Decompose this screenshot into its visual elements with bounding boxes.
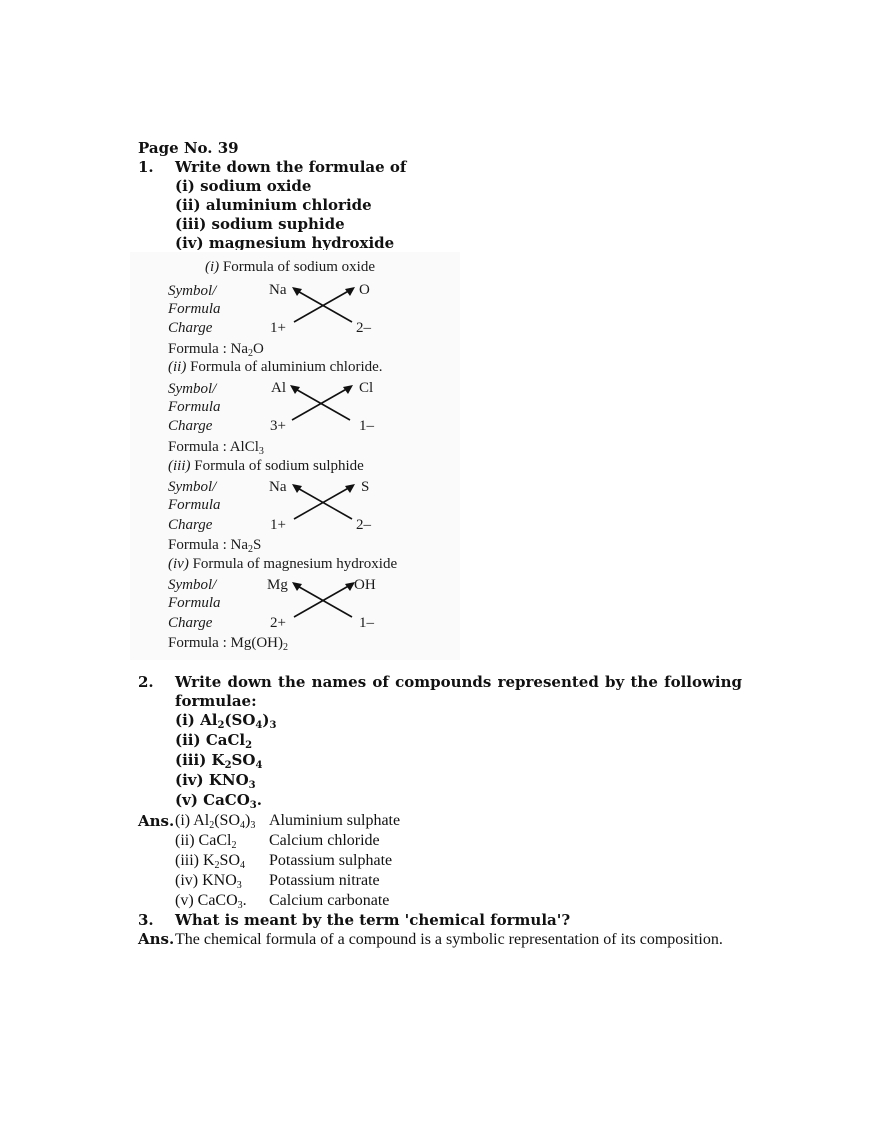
answer-3-label: Ans. bbox=[138, 930, 175, 948]
question-1-part: (i) sodium oxide bbox=[175, 177, 312, 195]
left-charge: 1+ bbox=[270, 320, 286, 336]
right-symbol: OH bbox=[354, 577, 376, 593]
answer-2-name: Potassium nitrate bbox=[269, 872, 380, 889]
left-charge: 2+ bbox=[270, 615, 286, 631]
symbol-label: Symbol/ bbox=[168, 479, 217, 495]
answer-2-name: Potassium sulphate bbox=[269, 852, 393, 869]
page-number-label: Page No. 39 bbox=[138, 139, 239, 157]
right-charge: 2– bbox=[356, 320, 371, 336]
question-2-part: (iv) $KNO_3$ bbox=[175, 771, 256, 791]
formula-heading-i: (i) Formula of sodium oxide bbox=[205, 259, 375, 275]
left-symbol: Na bbox=[269, 282, 287, 298]
formula-label: Formula bbox=[168, 497, 221, 513]
answer-2-formula: (ii) CaCl$_2$ bbox=[175, 832, 237, 851]
question-3-number: 3. bbox=[138, 911, 154, 929]
answer-2-formula: (i) $Al_2(SO_4)_3$ bbox=[175, 812, 256, 831]
formula-label: Formula bbox=[168, 399, 221, 415]
formula-result: Formula : $Na_2O$ bbox=[168, 341, 264, 359]
right-symbol: Cl bbox=[359, 380, 374, 396]
question-1-part: (iv) magnesium hydroxide bbox=[175, 234, 395, 250]
formula-result: Formula : $Mg(OH)_2$ bbox=[168, 635, 288, 653]
right-charge: 1– bbox=[359, 418, 374, 434]
charge-label: Charge bbox=[168, 320, 213, 336]
question-2-text-line-1: Write down the names of compounds represented by the following bbox=[175, 673, 742, 691]
symbol-label: Symbol/ bbox=[168, 283, 217, 299]
left-symbol: Mg bbox=[267, 577, 288, 593]
left-symbol: Na bbox=[269, 479, 287, 495]
formula-heading-ii: (ii) Formula of aluminium chloride. bbox=[168, 359, 383, 375]
right-symbol: O bbox=[359, 282, 370, 298]
symbol-label: Symbol/ bbox=[168, 381, 217, 397]
question-1-number: 1. bbox=[138, 158, 154, 176]
question-2-text-line-2: formulae: bbox=[175, 692, 257, 710]
formula-label: Formula bbox=[168, 595, 221, 611]
question-2-part: (v) CaCO$_3$. bbox=[175, 791, 262, 811]
question-1-text: Write down the formulae of bbox=[175, 158, 407, 176]
formula-label: Formula bbox=[168, 301, 221, 317]
right-charge: 2– bbox=[356, 517, 371, 533]
formula-result: Formula : $Na_2S$ bbox=[168, 537, 262, 555]
left-symbol: Al bbox=[271, 380, 286, 396]
criss-cross-arrows bbox=[290, 579, 360, 619]
answer-3-text: The chemical formula of a compound is a symbolic representation of its composition. bbox=[175, 931, 723, 948]
answer-2-name: Aluminium sulphate bbox=[269, 812, 401, 829]
formula-heading-iv: (iv) Formula of magnesium hydroxide bbox=[168, 556, 398, 572]
answer-2-formula: (iv) $KNO_3$ bbox=[175, 872, 242, 891]
answer-2-formula: (v) CaCO$_3$. bbox=[175, 892, 247, 911]
question-1-part: (iii) sodium suphide bbox=[175, 215, 345, 233]
symbol-label: Symbol/ bbox=[168, 577, 217, 593]
charge-label: Charge bbox=[168, 418, 213, 434]
answer-2-name: Calcium carbonate bbox=[269, 892, 390, 909]
question-2-part: (iii) $K_2SO_4$ bbox=[175, 751, 263, 771]
formula-heading-iii: (iii) Formula of sodium sulphide bbox=[168, 458, 364, 474]
question-3-text: What is meant by the term 'chemical formula'? bbox=[175, 911, 571, 929]
formula-result: Formula : AlCl$_3$ bbox=[168, 439, 264, 457]
charge-label: Charge bbox=[168, 517, 213, 533]
answer-2-name: Calcium chloride bbox=[269, 832, 380, 849]
question-1-part: (ii) aluminium chloride bbox=[175, 196, 372, 214]
answer-2-formula: (iii) $K_2SO_4$ bbox=[175, 852, 245, 871]
answer-2-label: Ans. bbox=[138, 812, 175, 830]
left-charge: 1+ bbox=[270, 517, 286, 533]
right-symbol: S bbox=[361, 479, 370, 495]
charge-label: Charge bbox=[168, 615, 213, 631]
question-2-number: 2. bbox=[138, 673, 154, 691]
left-charge: 3+ bbox=[270, 418, 286, 434]
right-charge: 1– bbox=[359, 615, 374, 631]
criss-cross-arrows bbox=[290, 284, 360, 324]
question-2-part: (ii) CaCl$_2$ bbox=[175, 731, 253, 751]
criss-cross-arrows bbox=[288, 382, 358, 422]
question-2-part: (i) $Al_2(SO_4)_3$ bbox=[175, 711, 277, 731]
criss-cross-arrows bbox=[290, 481, 360, 521]
